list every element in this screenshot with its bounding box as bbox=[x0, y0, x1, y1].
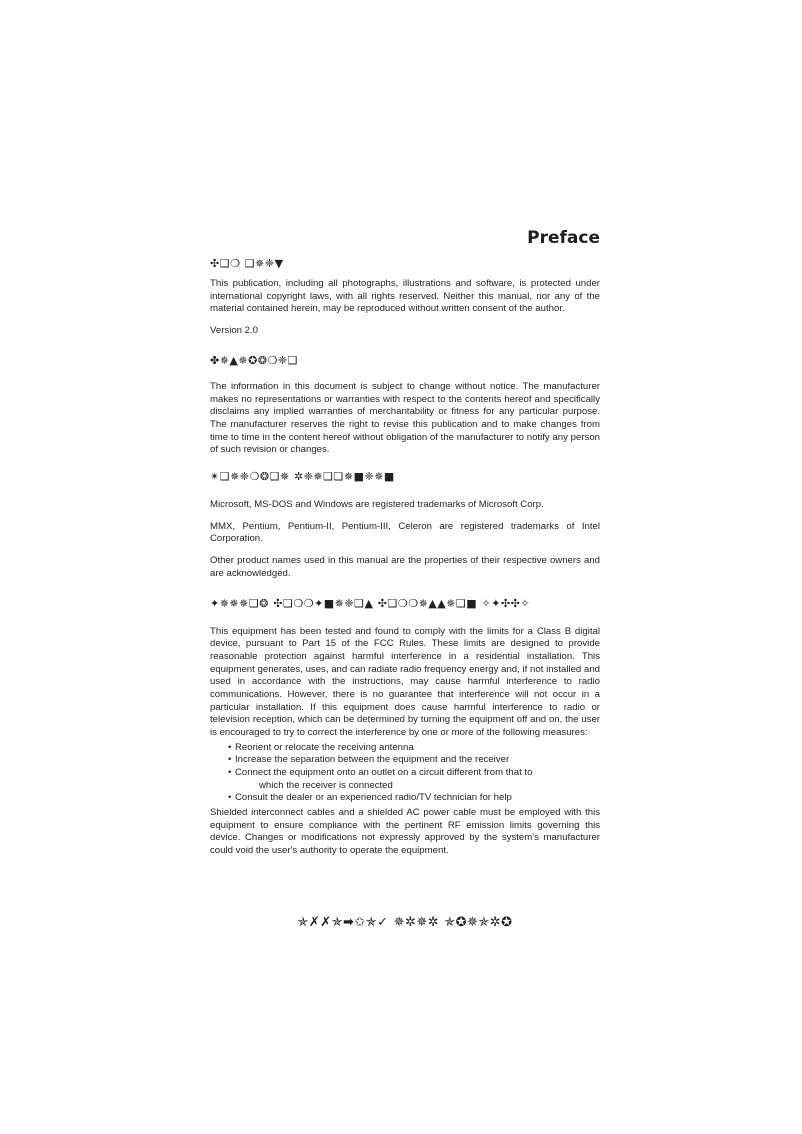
trademark-paragraph: Microsoft, MS-DOS and Windows are registered trademarks of Microsoft Corp. bbox=[210, 499, 544, 511]
bullet-icon: • bbox=[228, 754, 232, 766]
measure-text: Connect the equipment onto an outlet on a circuit different from that to bbox=[235, 767, 533, 779]
preface-page bbox=[210, 226, 600, 858]
fcc-body: This equipment has been tested and found to comply with the limits for a Class B digital device, pursuant to Part 15 of the FCC Rules. These limits are designed to provide reasonable protection against harmful interference in a residential installation. This equipment generates, uses, and can radiate radio frequency energy and, if not installed and used in accordance with the instructions, may cause harmful interference to radio communications. However, there is no guarantee that interference will not occur in a particular installation. If this equipment does cause harmful interference to radio or television reception, which can be determined by turning the equipment off and on, the user is encouraged to try to correct the interference by one or more of the following measures: bbox=[210, 625, 600, 739]
measure-text: Reorient or relocate the receiving antenna bbox=[235, 741, 414, 753]
bullet-icon: • bbox=[228, 792, 232, 804]
measure-continuation: which the receiver is connected bbox=[259, 779, 393, 791]
disclaimer-heading: ✤✵▲✵✪❂❍❈❑ bbox=[210, 353, 298, 367]
bullet-icon: • bbox=[228, 741, 232, 753]
trademark-paragraph: MMX, Pentium, Pentium-II, Pentium-III, Celeron are registered trademarks of Intel Corporation. bbox=[210, 520, 600, 545]
trademark-section bbox=[210, 469, 600, 581]
disclaimer-body: The information in this document is subject to change without notice. The manufacturer makes no representations or warranties with respect to the contents hereof and specifically disclaims any implied warranties of merchantability or fitness for any particular purpose. The manufacturer reserves the right to revise this publication and to make changes from time to time in the content hereof without obligation of the manufacturer to notify any person of such revision or changes. bbox=[210, 380, 600, 456]
trademark-heading: ✴❑✵❈❍❂❑✵ ✲❈✵❑❏✵■❈✵■ bbox=[210, 470, 395, 484]
fcc-measures-list bbox=[210, 742, 600, 805]
page-title: Preface bbox=[527, 228, 600, 248]
measure-text: Consult the dealer or an experienced radio/TV technician for help bbox=[235, 792, 512, 804]
copyright-section bbox=[210, 256, 600, 338]
fcc-closing: Shielded interconnect cables and a shielded AC power cable must be employed with this equipment to ensure compliance with the pertinent RF emission limits governing this device. Changes or modifications not expressly approved by the system's manufacturer could void the user's authority to operate the equipment. bbox=[210, 806, 600, 856]
fcc-heading: ✦✵✵✵❑❂ ✣❑❍❍✦■✵❈❑▲ ✣❑❍❍✵▲▲✵❑■ ✧✦✣✣✧ bbox=[210, 596, 531, 610]
version-label: Version 2.0 bbox=[210, 325, 259, 337]
page-footer: ✯✗✗✯➡✩✯✓ ✵✲✵✲ ✯✪✵✯✲✪ bbox=[297, 915, 513, 930]
fcc-section bbox=[210, 596, 600, 858]
list-item bbox=[228, 754, 600, 767]
trademark-paragraph: Other product names used in this manual are the properties of their respective owners and are acknowledged. bbox=[210, 555, 600, 579]
list-item bbox=[228, 742, 600, 755]
disclaimer-section bbox=[210, 353, 600, 457]
list-item bbox=[228, 767, 600, 792]
list-item bbox=[228, 792, 600, 805]
copyright-body: This publication, including all photographs, illustrations and software, is protected under international copyright laws, with all rights reserved. Neither this manual, nor any of the material contained herein, may be reproduced without written consent of the author. bbox=[210, 278, 600, 315]
bullet-icon: • bbox=[228, 767, 232, 779]
measure-text: Increase the separation between the equipment and the receiver bbox=[235, 754, 510, 766]
copyright-heading: ✣❑❍ ❑✵❈▼ bbox=[210, 257, 284, 270]
